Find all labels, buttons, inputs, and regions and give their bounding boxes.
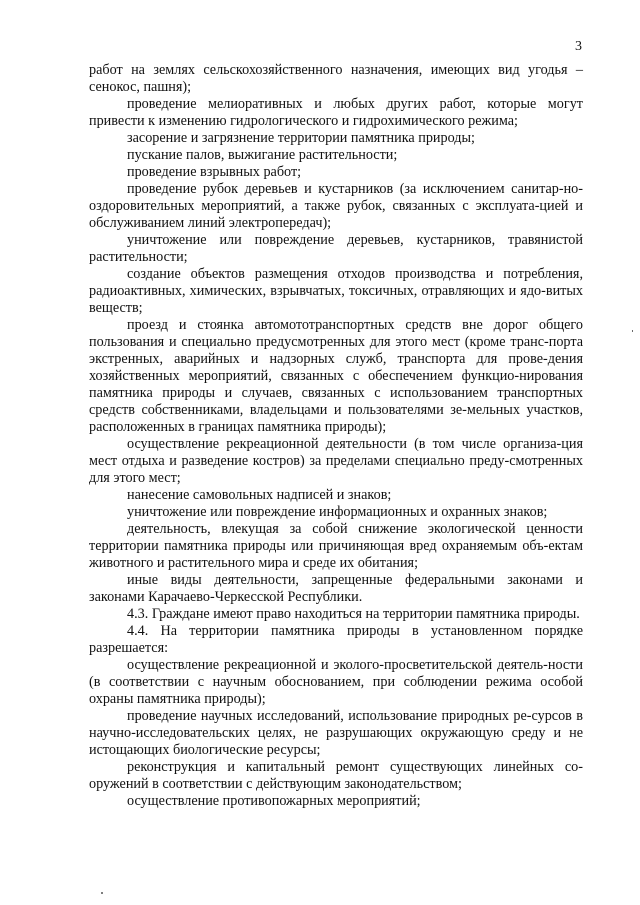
page-number: 3 — [575, 39, 582, 54]
paragraph-list-item: проведение научных исследований, использование природных ре-сурсов в научно-исследовательских целях, не разрушающих окружающую среду и не истощающих биологические ресурсы; — [89, 708, 583, 758]
paragraph-list-item: засорение и загрязнение территории памятника природы; — [127, 130, 475, 146]
paragraph-list-item: пускание палов, выжигание растительности; — [127, 147, 398, 163]
paragraph-list-item: создание объектов размещения отходов производства и потребления, радиоактивных, химических, взрывчатых, токсичных, отравляющих и ядо-витых веществ; — [89, 266, 583, 316]
paragraph-list-item: проведение рубок деревьев и кустарников (за исключением санитар-но-оздоровительных мероприятий, а также рубок, связанных с эксплуата-цией и обслуживанием линий электропередач); — [89, 181, 583, 231]
paragraph-list-item: уничтожение или повреждение информационных и охранных знаков; — [127, 504, 548, 520]
paragraph-list-item: реконструкция и капитальный ремонт существующих линейных со-оружений в соответствии с действующим законодательством; — [89, 759, 583, 792]
paragraph-list-item: осуществление рекреационной деятельности (в том числе организа-ция мест отдыха и разведение костров) за пределами специально преду-смотренных для этого мест; — [89, 436, 583, 486]
paragraph-list-item: осуществление противопожарных мероприятий; — [127, 793, 421, 809]
paragraph-list-item: осуществление рекреационной и эколого-просветительской деятель-ности (в соответствии с научным обоснованием, при соблюдении режима особой охраны памятника природы); — [89, 657, 583, 707]
paragraph-list-item: деятельность, влекущая за собой снижение экологической ценности территории памятника природы или причиняющая вред охраняемым объ-ектам животного и растительного мира и среде их обитания; — [89, 521, 583, 571]
paragraph-list-item: иные виды деятельности, запрещенные федеральными законами и законами Карачаево-Черкесской Республики. — [89, 572, 583, 605]
paragraph-list-item: уничтожение или повреждение деревьев, кустарников, травянистой растительности; — [89, 232, 583, 265]
paragraph-list-item: проезд и стоянка автомототранспортных средств вне дорог общего пользования и специально предусмотренных для этого мест (кроме транс-порта экстренных, аварийных и надзорных служб, транспорта для прове-дения хозяйственных мероприятий, связанных с обеспечением функцио-нирования памятника природы и случаев, связанных с использованием транспортных средств собственниками, владельцами и пользователями зе-мельных участков, расположенных в границах памятника природы); — [89, 317, 583, 435]
scan-speck — [101, 892, 103, 894]
paragraph-clause-4-4: 4.4. На территории памятника природы в установленном порядке разрешается: — [89, 623, 583, 656]
paragraph-list-item: проведение взрывных работ; — [127, 164, 302, 180]
scan-speck — [632, 330, 633, 332]
paragraph-continuation: работ на землях сельскохозяйственного назначения, имеющих вид угодья – сенокос, пашня); — [89, 62, 583, 95]
paragraph-list-item: проведение мелиоративных и любых других работ, которые могут привести к изменению гидрологического и гидрохимического режима; — [89, 96, 583, 129]
paragraph-clause-4-3: 4.3. Граждане имеют право находиться на территории памятника природы. — [127, 606, 580, 622]
paragraph-list-item: нанесение самовольных надписей и знаков; — [127, 487, 392, 503]
document-body — [89, 62, 583, 810]
